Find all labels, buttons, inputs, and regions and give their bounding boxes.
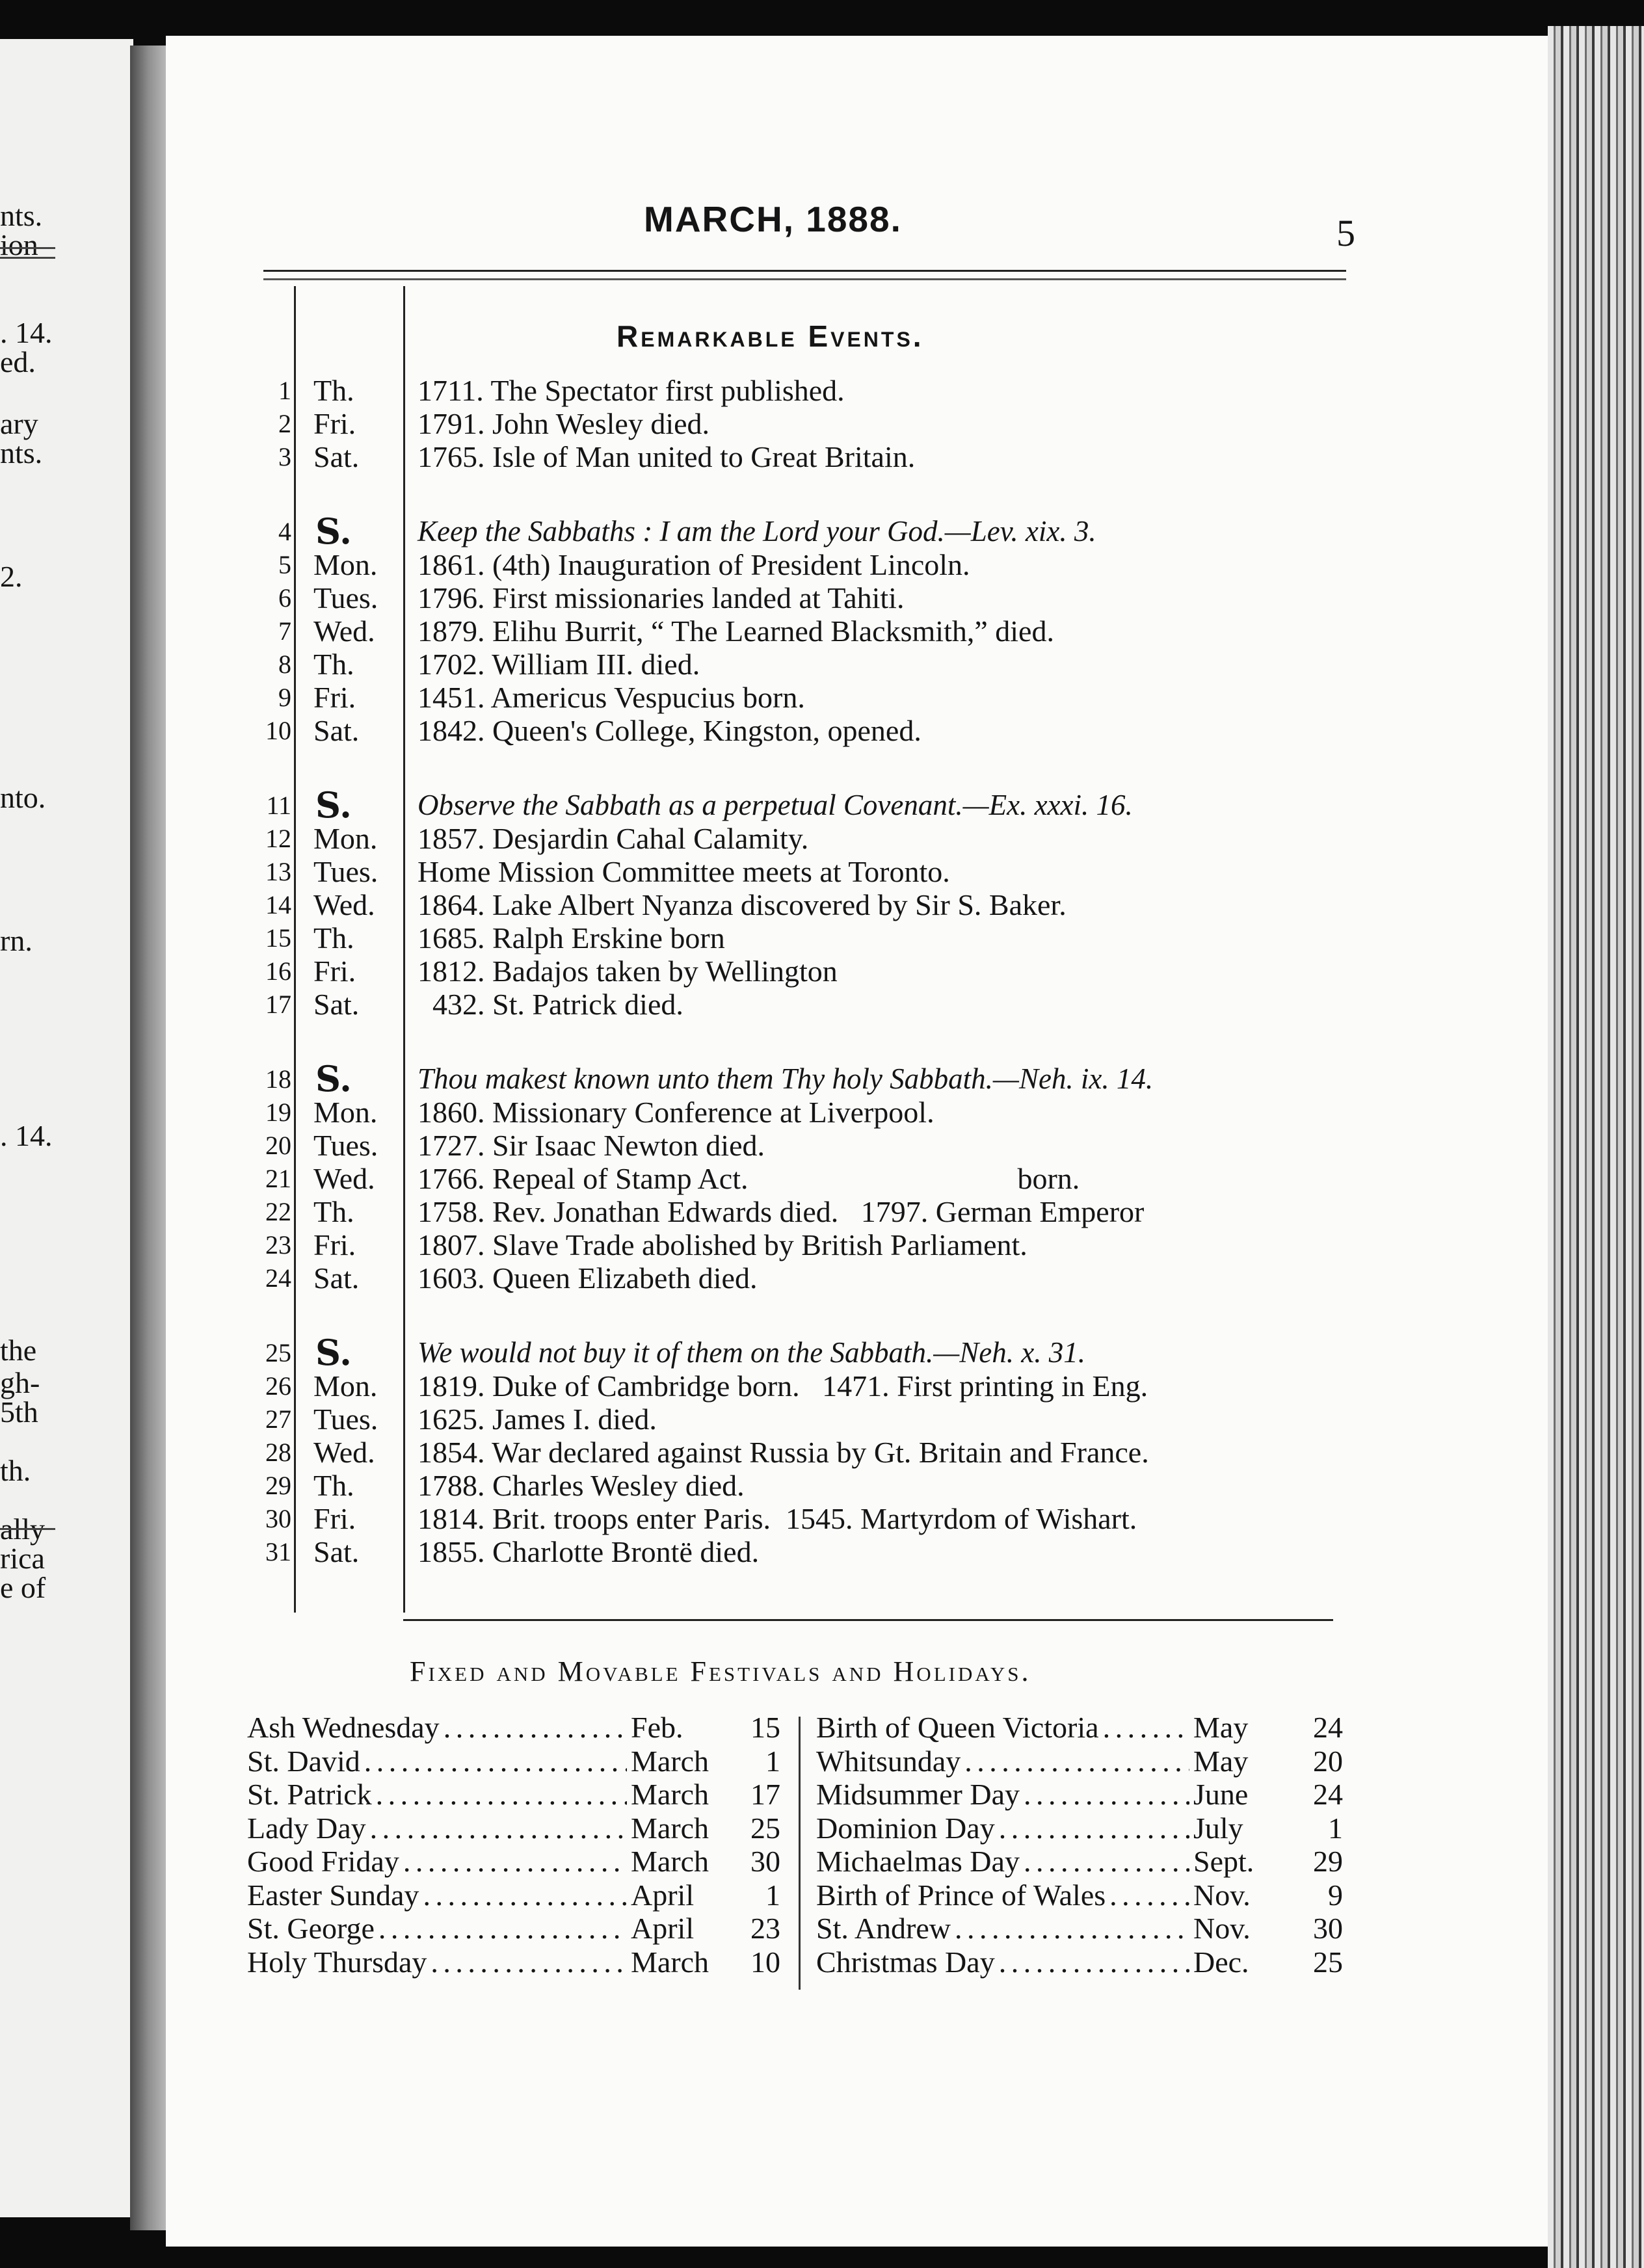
festival-row xyxy=(247,1744,780,1778)
left-page-text: ally xyxy=(0,1512,45,1546)
event-weekday: Wed. xyxy=(313,888,375,921)
festival-name: St. Andrew xyxy=(816,1912,951,1945)
event-row xyxy=(247,888,1353,921)
left-page-text: e of xyxy=(0,1571,46,1604)
event-weekday: Wed. xyxy=(313,1162,375,1195)
event-text: 1864. Lake Albert Nyanza discovered by Sir S. Baker. xyxy=(418,888,1067,921)
festival-row xyxy=(816,1945,1343,1979)
leader-dots xyxy=(370,1811,627,1845)
page-number: 5 xyxy=(1336,212,1355,254)
festival-date: 25 xyxy=(1313,1945,1343,1979)
event-day-number: 5 xyxy=(278,550,291,579)
event-weekday: Fri. xyxy=(313,955,356,988)
festival-name: Birth of Queen Victoria xyxy=(816,1711,1099,1744)
festival-row xyxy=(816,1777,1343,1811)
event-text: 1711. The Spectator first published. xyxy=(418,374,845,407)
festival-date: 30 xyxy=(1313,1912,1343,1945)
festival-row xyxy=(816,1844,1343,1878)
event-text: 1861. (4th) Inauguration of President Lincoln. xyxy=(418,548,970,581)
left-page-text: gh- xyxy=(0,1366,40,1399)
festival-row xyxy=(247,1878,780,1912)
event-weekday: Fri. xyxy=(313,407,356,440)
event-text: 1857. Desjardin Cahal Calamity. xyxy=(418,822,809,855)
festival-month: March xyxy=(631,1811,709,1845)
leader-dots xyxy=(403,1844,627,1879)
event-weekday: Th. xyxy=(313,921,354,955)
event-row xyxy=(247,855,1353,888)
event-weekday: Sat. xyxy=(313,1535,360,1568)
leader-dots xyxy=(378,1911,627,1945)
event-text: 432. St. Patrick died. xyxy=(418,988,683,1021)
event-row xyxy=(247,681,1353,714)
event-day-number: 26 xyxy=(265,1371,291,1401)
event-day-number: 15 xyxy=(265,923,291,953)
table-bottom-rule xyxy=(403,1619,1333,1621)
left-page-text: nts. xyxy=(0,199,43,232)
event-day-number: 21 xyxy=(265,1164,291,1193)
event-day-number: 7 xyxy=(278,616,291,646)
festival-name: Christmas Day xyxy=(816,1945,995,1979)
event-weekday: Mon. xyxy=(313,548,378,581)
event-day-number: 29 xyxy=(265,1471,291,1500)
left-page-rule xyxy=(0,247,55,249)
event-text: 1765. Isle of Man united to Great Britain. xyxy=(418,440,916,473)
event-row xyxy=(247,1332,1353,1373)
left-page-text: . 14. xyxy=(0,316,53,349)
festival-name: Whitsunday xyxy=(816,1744,961,1778)
event-day-number: 31 xyxy=(265,1537,291,1566)
event-day-number: 12 xyxy=(265,824,291,853)
event-row xyxy=(247,374,1353,407)
event-day-number: 24 xyxy=(265,1263,291,1293)
event-day-number: 17 xyxy=(265,990,291,1019)
leader-dots xyxy=(444,1710,627,1745)
event-text: 1685. Ralph Erskine born xyxy=(418,921,725,955)
event-row xyxy=(247,1502,1353,1535)
event-weekday: Fri. xyxy=(313,1502,356,1535)
event-weekday: S. xyxy=(315,784,352,826)
left-page-text: nto. xyxy=(0,781,46,814)
festival-month: May xyxy=(1193,1744,1249,1778)
event-day-number: 11 xyxy=(266,791,291,820)
left-page-text: rica xyxy=(0,1542,45,1575)
event-weekday: Sat. xyxy=(313,440,360,473)
festival-month: Sept. xyxy=(1193,1845,1254,1878)
festival-name: Midsummer Day xyxy=(816,1778,1020,1811)
event-weekday: Tues. xyxy=(313,581,378,614)
leader-dots xyxy=(423,1878,627,1912)
event-weekday: Wed. xyxy=(313,1436,375,1469)
leader-dots xyxy=(1024,1777,1189,1812)
festival-row xyxy=(247,1844,780,1878)
event-row xyxy=(247,407,1353,440)
leader-dots xyxy=(999,1945,1189,1979)
festival-month: May xyxy=(1193,1711,1249,1744)
event-row xyxy=(247,1228,1353,1261)
left-page-text: . 14. xyxy=(0,1119,53,1152)
festival-row xyxy=(247,1811,780,1845)
festival-name: Easter Sunday xyxy=(247,1878,419,1912)
festival-month: July xyxy=(1193,1811,1243,1845)
festival-date: 20 xyxy=(1313,1744,1343,1778)
event-text: 1860. Missionary Conference at Liverpool. xyxy=(418,1096,935,1129)
event-row xyxy=(247,440,1353,473)
event-weekday: Th. xyxy=(313,648,354,681)
festival-month: Nov. xyxy=(1193,1912,1251,1945)
festival-date: 10 xyxy=(750,1945,780,1979)
event-row xyxy=(247,1096,1353,1129)
event-day-number: 28 xyxy=(265,1438,291,1467)
event-weekday: Th. xyxy=(313,1195,354,1228)
event-weekday: S. xyxy=(315,510,352,552)
festival-row xyxy=(816,1911,1343,1945)
event-row xyxy=(247,714,1353,747)
leader-dots xyxy=(955,1911,1189,1945)
event-text: Home Mission Committee meets at Toronto. xyxy=(418,855,950,888)
event-row xyxy=(247,1162,1353,1195)
event-text: 1702. William III. died. xyxy=(418,648,700,681)
event-text: 1854. War declared against Russia by Gt. Britain and France. xyxy=(418,1436,1149,1469)
event-day-number: 27 xyxy=(265,1404,291,1434)
left-page-fragment xyxy=(0,39,133,2217)
event-row xyxy=(247,1535,1353,1568)
festival-date: 30 xyxy=(750,1845,780,1878)
event-day-number: 3 xyxy=(278,442,291,471)
festival-name: St. Patrick xyxy=(247,1778,372,1811)
event-row xyxy=(247,921,1353,955)
event-row xyxy=(247,548,1353,581)
leader-dots xyxy=(964,1744,1189,1778)
event-day-number: 13 xyxy=(265,857,291,886)
festival-row xyxy=(816,1878,1343,1912)
event-text: 1766. Repeal of Stamp Act. born. xyxy=(418,1162,1080,1195)
event-text: 1788. Charles Wesley died. xyxy=(418,1469,745,1502)
left-page-text: the xyxy=(0,1334,37,1367)
festival-date: 25 xyxy=(750,1811,780,1845)
event-day-number: 1 xyxy=(278,376,291,405)
sabbath-verse: Observe the Sabbath as a perpetual Covenant.—Ex. xxxi. 16. xyxy=(418,789,1133,821)
event-day-number: 10 xyxy=(265,716,291,745)
event-row xyxy=(247,784,1353,826)
festivals-divider xyxy=(799,1717,801,1990)
festival-month: March xyxy=(631,1845,709,1878)
event-weekday: Mon. xyxy=(313,1369,378,1403)
festival-month: March xyxy=(631,1945,709,1979)
event-day-number: 2 xyxy=(278,409,291,438)
festival-month: March xyxy=(631,1778,709,1811)
festivals-left-column xyxy=(247,1710,780,1978)
event-row xyxy=(247,1261,1353,1295)
festival-row xyxy=(247,1777,780,1811)
festival-name: Holy Thursday xyxy=(247,1945,427,1979)
festival-month: June xyxy=(1193,1778,1249,1811)
event-text: 1812. Badajos taken by Wellington xyxy=(418,955,838,988)
event-day-number: 19 xyxy=(265,1098,291,1127)
event-weekday: Sat. xyxy=(313,714,360,747)
leader-dots xyxy=(1109,1878,1189,1912)
event-row xyxy=(247,1403,1353,1436)
event-row xyxy=(247,648,1353,681)
events-table xyxy=(247,374,1353,1568)
event-text: 1727. Sir Isaac Newton died. xyxy=(418,1129,765,1162)
event-text: 1807. Slave Trade abolished by British Parliament. xyxy=(418,1228,1028,1261)
festival-name: Good Friday xyxy=(247,1845,399,1878)
festival-month: April xyxy=(631,1912,695,1945)
page-title: MARCH, 1888. xyxy=(644,199,902,239)
event-day-number: 6 xyxy=(278,583,291,613)
event-weekday: Sat. xyxy=(313,1261,360,1295)
festival-name: Michaelmas Day xyxy=(816,1845,1020,1878)
event-day-number: 20 xyxy=(265,1131,291,1160)
event-day-number: 9 xyxy=(278,683,291,712)
festival-row xyxy=(816,1744,1343,1778)
left-page-text: ary xyxy=(0,407,38,440)
festival-month: Nov. xyxy=(1193,1878,1251,1912)
festival-date: 15 xyxy=(750,1711,780,1744)
left-page-text: th. xyxy=(0,1454,31,1487)
event-text: 1758. Rev. Jonathan Edwards died. 1797. German Emperor xyxy=(418,1195,1145,1228)
event-text: 1451. Americus Vespucius born. xyxy=(418,681,805,714)
event-weekday: Tues. xyxy=(313,1403,378,1436)
festival-date: 1 xyxy=(765,1744,780,1778)
leader-dots xyxy=(999,1811,1189,1845)
event-row xyxy=(247,581,1353,614)
event-row xyxy=(247,1195,1353,1228)
header-rule xyxy=(263,270,1346,272)
left-page-text: rn. xyxy=(0,924,33,957)
event-text: 1819. Duke of Cambridge born. 1471. First printing in Eng. xyxy=(418,1369,1148,1403)
event-weekday: Sat. xyxy=(313,988,360,1021)
festival-date: 17 xyxy=(750,1778,780,1811)
event-day-number: 25 xyxy=(265,1338,291,1367)
festival-date: 23 xyxy=(750,1912,780,1945)
event-weekday: S. xyxy=(315,1332,352,1373)
event-day-number: 16 xyxy=(265,956,291,986)
festival-name: Birth of Prince of Wales xyxy=(816,1878,1106,1912)
event-day-number: 22 xyxy=(265,1197,291,1226)
festival-name: St. David xyxy=(247,1744,360,1778)
leader-dots xyxy=(1103,1710,1189,1745)
festival-date: 24 xyxy=(1313,1778,1343,1811)
event-day-number: 18 xyxy=(265,1064,291,1094)
event-weekday: Tues. xyxy=(313,855,378,888)
left-page-text: nts. xyxy=(0,436,43,469)
event-day-number: 30 xyxy=(265,1504,291,1533)
leader-dots xyxy=(364,1744,627,1778)
event-row xyxy=(247,988,1353,1021)
event-weekday: Wed. xyxy=(313,614,375,648)
left-page-text: ed. xyxy=(0,345,36,378)
festival-month: April xyxy=(631,1878,695,1912)
event-day-number: 23 xyxy=(265,1230,291,1259)
event-row xyxy=(247,1058,1353,1100)
left-page-rule xyxy=(0,1528,55,1530)
event-weekday: Mon. xyxy=(313,822,378,855)
event-weekday: Th. xyxy=(313,374,354,407)
event-day-number: 14 xyxy=(265,890,291,919)
event-text: 1814. Brit. troops enter Paris. 1545. Martyrdom of Wishart. xyxy=(418,1502,1137,1535)
event-row xyxy=(247,822,1353,855)
festival-month: Feb. xyxy=(631,1711,683,1744)
event-text: 1791. John Wesley died. xyxy=(418,407,710,440)
left-page-text: 5th xyxy=(0,1395,38,1429)
sabbath-verse: Thou makest known unto them Thy holy Sabbath.—Neh. ix. 14. xyxy=(418,1062,1154,1095)
event-row xyxy=(247,955,1353,988)
event-text: 1796. First missionaries landed at Tahiti. xyxy=(418,581,905,614)
event-weekday: S. xyxy=(315,1058,352,1100)
event-text: 1842. Queen's College, Kingston, opened. xyxy=(418,714,921,747)
event-row xyxy=(247,1129,1353,1162)
festival-name: Ash Wednesday xyxy=(247,1711,440,1744)
festival-date: 9 xyxy=(1328,1878,1343,1912)
left-page-text: ion xyxy=(0,228,38,261)
festival-row xyxy=(816,1811,1343,1845)
event-text: 1879. Elihu Burrit, “ The Learned Blacksmith,” died. xyxy=(418,614,1054,648)
festival-row xyxy=(247,1945,780,1979)
event-weekday: Tues. xyxy=(313,1129,378,1162)
festival-month: March xyxy=(631,1744,709,1778)
leader-dots xyxy=(1024,1844,1189,1879)
festival-date: 1 xyxy=(765,1878,780,1912)
event-row xyxy=(247,1369,1353,1403)
left-page-text: 2. xyxy=(0,560,23,593)
event-weekday: Mon. xyxy=(313,1096,378,1129)
festivals-heading: Fixed and Movable Festivals and Holidays. xyxy=(410,1655,1031,1687)
left-page-rule xyxy=(0,257,55,259)
event-text: 1625. James I. died. xyxy=(418,1403,657,1436)
festivals-right-column xyxy=(816,1710,1343,1978)
event-row xyxy=(247,614,1353,648)
leader-dots xyxy=(376,1777,627,1812)
page-edges xyxy=(1548,26,1644,2268)
events-heading: Remarkable Events. xyxy=(616,319,924,353)
festival-name: Lady Day xyxy=(247,1811,366,1845)
sabbath-verse: We would not buy it of them on the Sabbath.—Neh. x. 31. xyxy=(418,1336,1086,1369)
festival-row xyxy=(247,1710,780,1744)
festival-name: Dominion Day xyxy=(816,1811,995,1845)
event-weekday: Fri. xyxy=(313,1228,356,1261)
event-row xyxy=(247,510,1353,552)
event-row xyxy=(247,1469,1353,1502)
festival-date: 29 xyxy=(1313,1845,1343,1878)
event-row xyxy=(247,1436,1353,1469)
festival-row xyxy=(247,1911,780,1945)
festival-date: 24 xyxy=(1313,1711,1343,1744)
festival-row xyxy=(816,1710,1343,1744)
event-text: 1855. Charlotte Brontë died. xyxy=(418,1535,760,1568)
event-weekday: Fri. xyxy=(313,681,356,714)
festival-name: St. George xyxy=(247,1912,375,1945)
festival-month: Dec. xyxy=(1193,1945,1249,1979)
event-text: 1603. Queen Elizabeth died. xyxy=(418,1261,758,1295)
event-day-number: 8 xyxy=(278,650,291,679)
leader-dots xyxy=(431,1945,627,1979)
sabbath-verse: Keep the Sabbaths : I am the Lord your God.—Lev. xix. 3. xyxy=(418,515,1096,547)
festival-date: 1 xyxy=(1328,1811,1343,1845)
header-rule-double xyxy=(263,278,1346,280)
event-weekday: Th. xyxy=(313,1469,354,1502)
event-day-number: 4 xyxy=(278,517,291,546)
